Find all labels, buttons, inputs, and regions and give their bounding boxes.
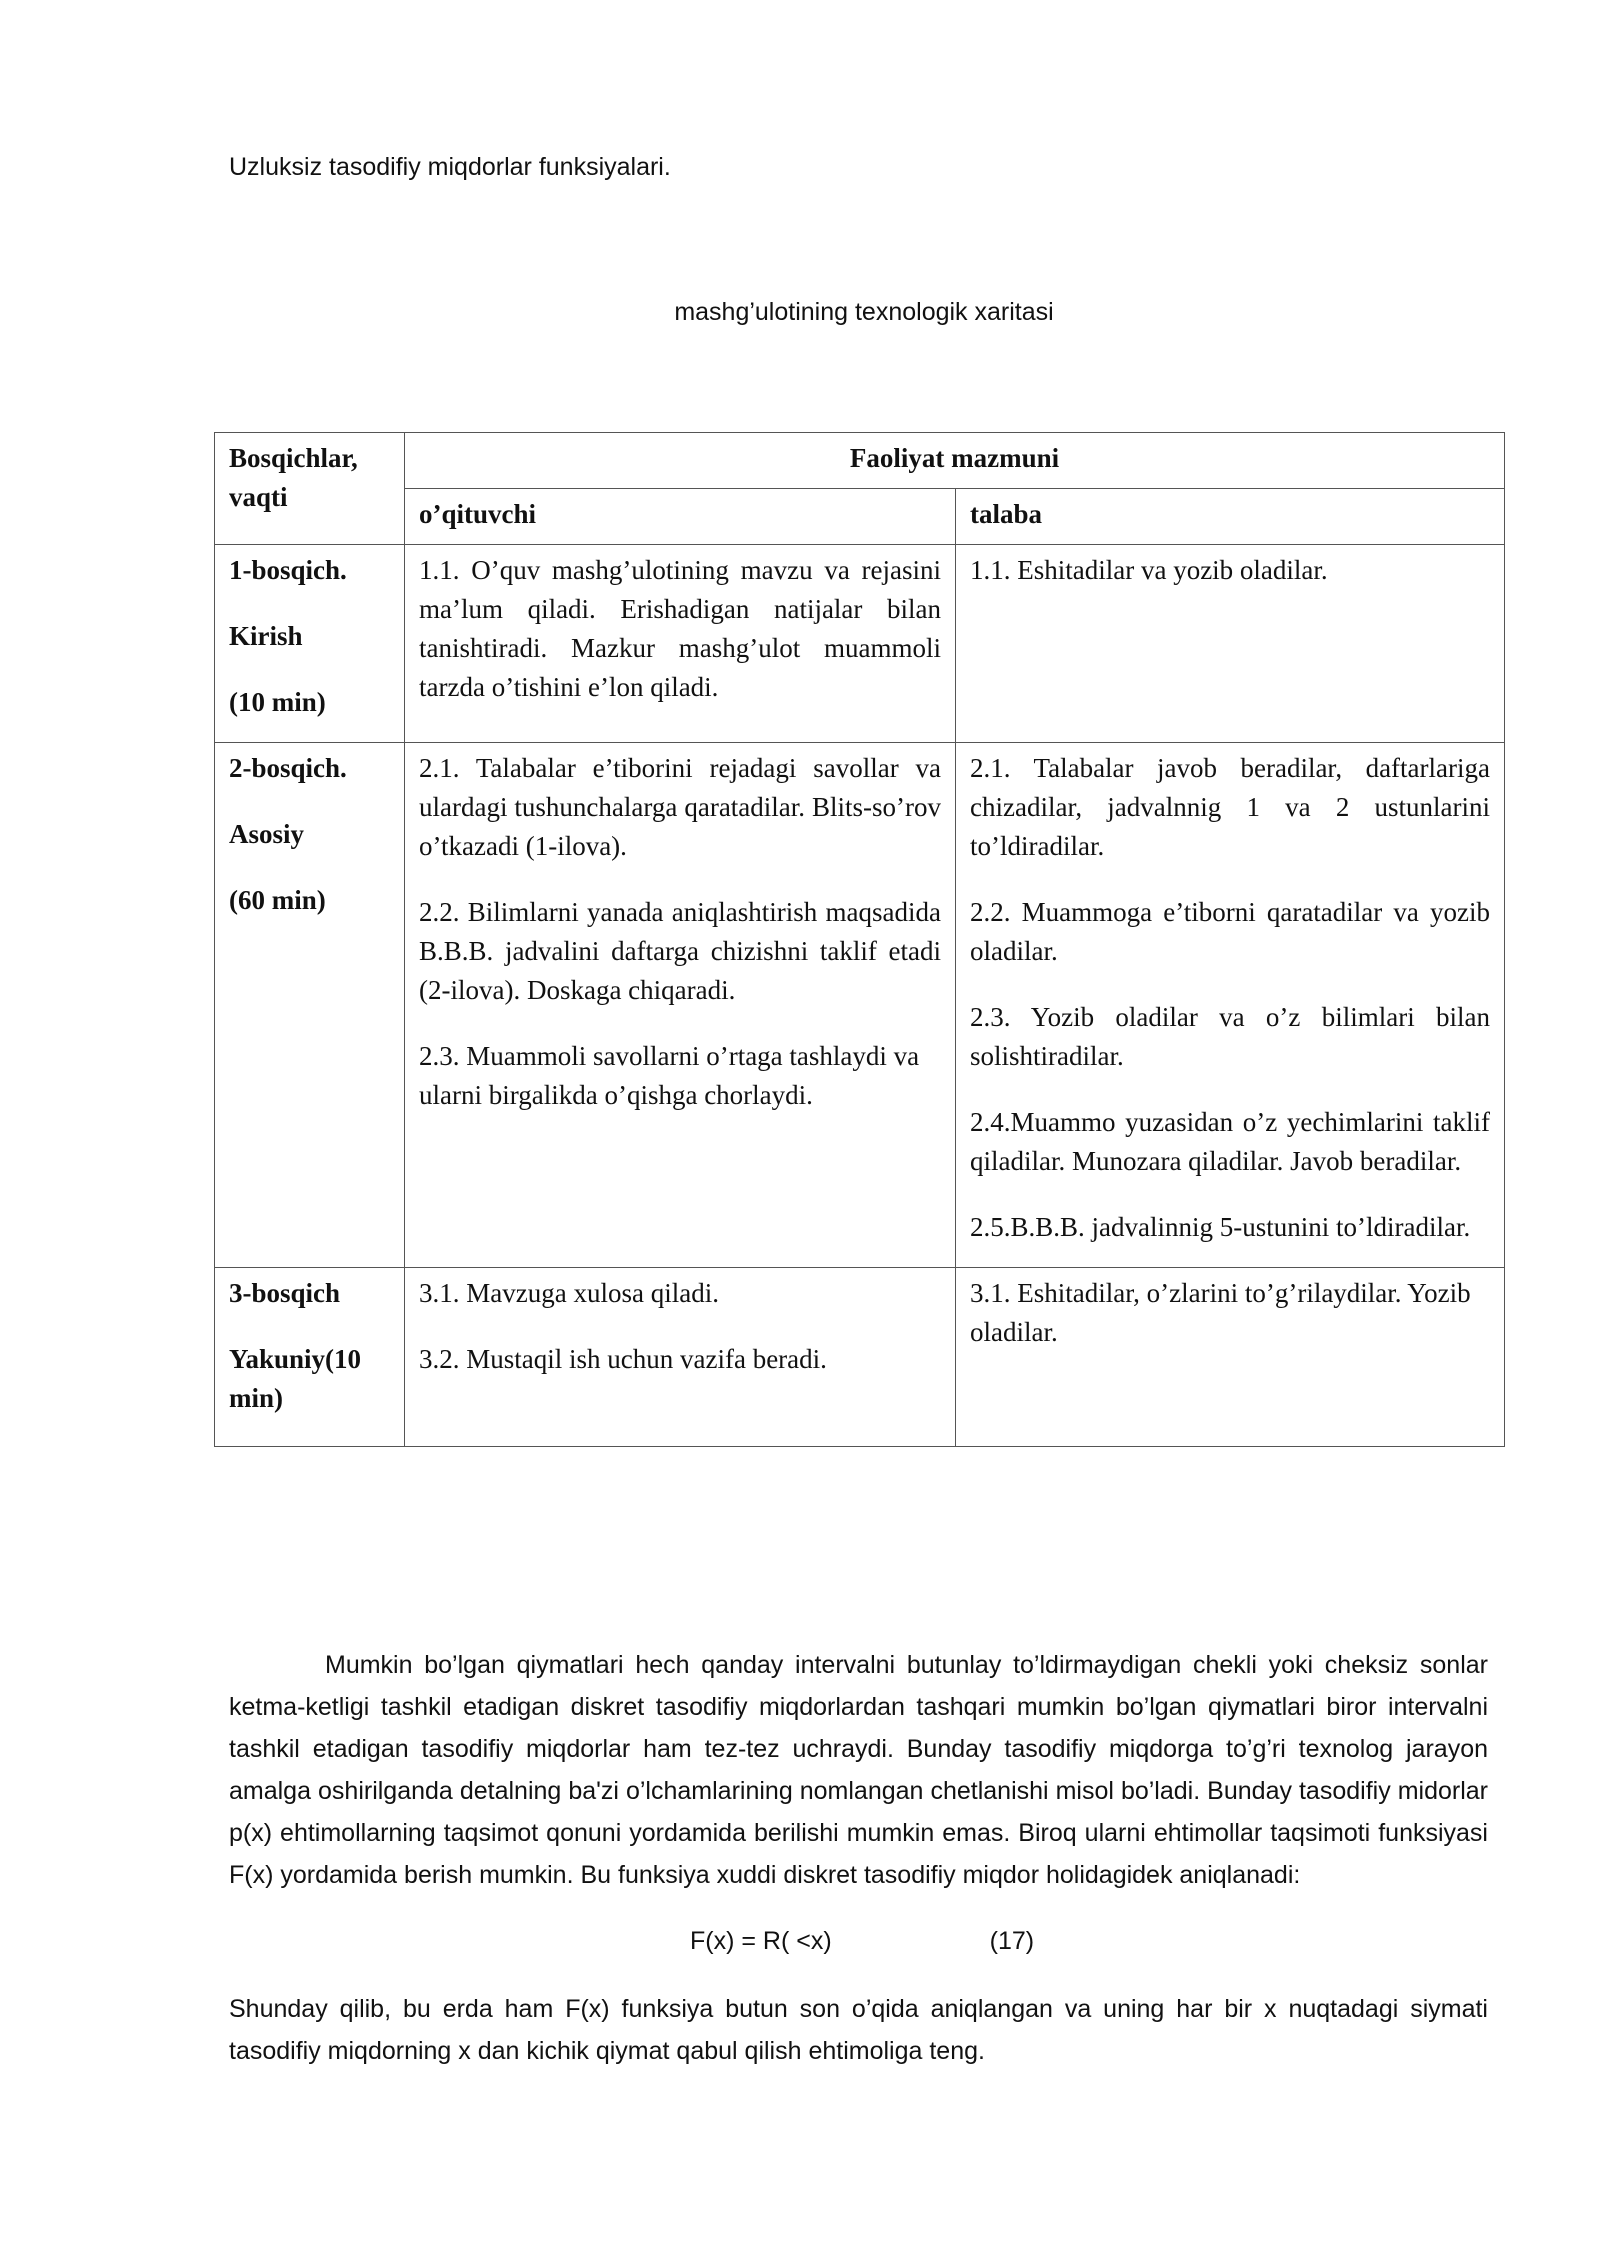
teacher-activity: 3.1. Mavzuga xulosa qiladi. (419, 1278, 719, 1308)
table-row (215, 545, 1505, 743)
student-activity: 2.1. Talabalar javob beradilar, daftarlariga chizadilar, jadvalnnig 1 va 2 ustunlarini to’ldiradilar. (970, 753, 1490, 861)
student-activity: 2.2. Muammoga e’tiborni qaratadilar va yozib oladilar. (970, 897, 1490, 966)
teacher-cell (405, 743, 956, 1268)
teacher-activity: 2.3. Muammoli savollarni o’rtaga tashlaydi va ularni birgalikda o’qishga chorlaydi. (419, 1041, 920, 1110)
equation-number: (17) (989, 1927, 1035, 1955)
technology-map-table (214, 432, 1505, 1447)
teacher-activity: 2.1. Talabalar e’tiborini rejadagi savollar va ulardagi tushunchalarga qaratadilar. Blits-so’rov o’tkazadi (1-ilova). (419, 753, 941, 861)
table-header-row (215, 433, 1505, 489)
stage-number: 1-bosqich. (229, 555, 347, 585)
teacher-activity: 2.2. Bilimlarni yanada aniqlashtirish maqsadida B.B.B. jadvalini daftarga chizishni taklif etadi (2-ilova). Doskaga chiqaradi. (419, 897, 941, 1005)
document-title: Uzluksiz tasodifiy miqdorlar funksiyalari. (229, 153, 671, 181)
table-subheader-row (215, 489, 1505, 545)
teacher-activity: 3.2. Mustaqil ish uchun vazifa beradi. (419, 1344, 827, 1374)
table-row (215, 1268, 1505, 1447)
teacher-cell (405, 1268, 956, 1447)
stage-time: (60 min) (229, 885, 326, 915)
stage-number: 3-bosqich (229, 1278, 341, 1308)
body-text (229, 1644, 1488, 2072)
stage-cell (215, 743, 405, 1268)
student-activity: 2.3. Yozib oladilar va o’z bilimlari bilan solishtiradilar. (970, 1002, 1490, 1071)
stage-name: Asosiy (229, 819, 305, 849)
paragraph: Mumkin bo’lgan qiymatlari hech qanday intervalni butunlay to’ldirmaydigan chekli yoki cheksiz sonlar ketma-ketligi tashkil etadigan diskret tasodifiy miqdorlardan tashqari mumkin bo’lgan qiymatlari biror intervalni tashkil etadigan tasodifiy miqdorlar ham tez-tez uchraydi. Bunday tasodifiy miqdorga to’g’ri texnolog jarayon amalga oshirilganda detalning ba'zi o’lchamlarining nomlangan chetlanishi misol bo’ladi. Bunday tasodifiy midorlar p(x) ehtimollarning taqsimot qonuni yordamida berilishi mumkin emas. Biroq ularni ehtimollar taqsimoti funksiyasi F(x) yordamida berish mumkin. Bu funksiya xuddi diskret tasodifiy miqdor holidagidek aniqlanadi: (229, 1651, 1488, 1889)
header-teacher: o’qituvchi (405, 489, 956, 545)
tech-map-heading: mashg’ulotining texnologik xaritasi (674, 298, 1054, 326)
paragraph: Shunday qilib, bu erda ham F(x) funksiya butun son o’qida aniqlangan va uning har bir x nuqtadagi siymati tasodifiy miqdorning x dan kichik qiymat qabul qilish ehtimoliga teng. (229, 1995, 1488, 2065)
student-activity: 3.1. Eshitadilar, o’zlarini to’g’rilaydilar. Yozib oladilar. (970, 1278, 1471, 1347)
header-student: talaba (956, 489, 1505, 545)
formula-line (229, 1920, 1488, 1962)
table-row (215, 743, 1505, 1268)
formula: F(x) = R( <x) (690, 1927, 832, 1955)
stage-cell (215, 545, 405, 743)
student-cell (956, 545, 1505, 743)
header-stages: Bosqichlar, vaqti (215, 433, 405, 545)
stage-name: Kirish (229, 621, 303, 651)
stage-time: (10 min) (229, 687, 326, 717)
student-activity: 1.1. Eshitadilar va yozib oladilar. (970, 555, 1328, 585)
header-activity: Faoliyat mazmuni (405, 433, 1505, 489)
stage-number: 2-bosqich. (229, 753, 347, 783)
stage-name: Yakuniy(10 min) (229, 1344, 362, 1413)
stage-cell (215, 1268, 405, 1447)
teacher-activity: 1.1. O’quv mashg’ulotining mavzu va rejasini ma’lum qiladi. Erishadigan natijalar bilan tanishtiradi. Mazkur mashg’ulot muammoli tarzda o’tishini e’lon qiladi. (419, 555, 941, 702)
student-cell (956, 1268, 1505, 1447)
student-activity: 2.4.Muammo yuzasidan o’z yechimlarini taklif qiladilar. Munozara qiladilar. Javob beradilar. (970, 1107, 1490, 1176)
student-activity: 2.5.B.B.B. jadvalinnig 5-ustunini to’ldiradilar. (970, 1212, 1471, 1242)
teacher-cell (405, 545, 956, 743)
student-cell (956, 743, 1505, 1268)
